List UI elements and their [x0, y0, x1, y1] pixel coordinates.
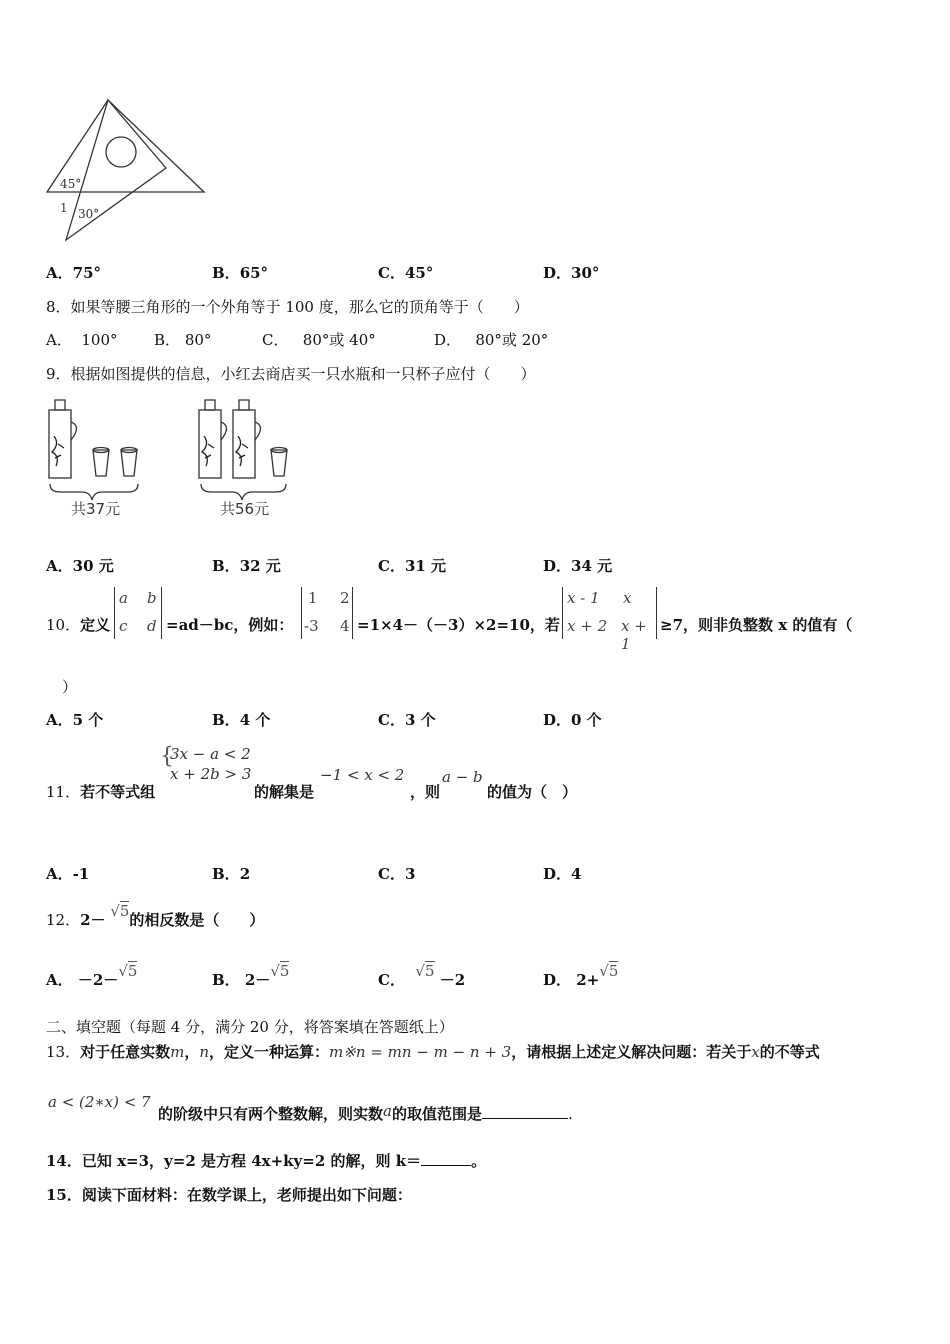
q9-option-a[interactable]: A．30 元	[46, 557, 114, 575]
system-line2: x + 2b > 3	[170, 765, 252, 783]
right-total-label: 共56元	[220, 500, 270, 518]
q12-option-d[interactable]: D． 2+√5	[543, 962, 619, 989]
q10-option-d[interactable]: D．0 个	[543, 711, 602, 729]
q9-option-d[interactable]: D．34 元	[543, 557, 613, 575]
q7-option-c[interactable]: C．45°	[378, 264, 434, 282]
left-group	[49, 400, 138, 500]
q14-answer-blank[interactable]	[421, 1165, 471, 1166]
q8-option-a[interactable]: A． 100°	[46, 331, 118, 349]
q12-root: 5	[119, 902, 130, 920]
bottle-body	[49, 410, 71, 478]
q8-stem: 8．如果等腰三角形的一个外角等于 100 度，那么它的顶角等于（ ）	[46, 298, 529, 316]
q10-number: 10．定义	[46, 616, 111, 634]
triangle-figure	[42, 96, 212, 246]
q11-number: 11．若不等式组	[46, 783, 156, 801]
q11-option-d[interactable]: D．4	[543, 865, 582, 883]
bottles-figure	[44, 396, 304, 531]
q12-option-b[interactable]: B． 2－√5	[212, 962, 290, 989]
q12-option-c[interactable]: C． √5 －2	[378, 962, 466, 989]
angle-45-label: 45°	[60, 177, 82, 191]
q13-inequality: a < (2∗x) < 7	[48, 1093, 151, 1111]
example-matrix: 1 2 -3 4	[301, 587, 353, 639]
q9-option-b[interactable]: B．32 元	[212, 557, 281, 575]
q11-option-c[interactable]: C．3	[378, 865, 416, 883]
q12-stem: 12．2－ √5的相反数是（ ）	[46, 902, 265, 929]
angle-1-label: 1	[60, 201, 68, 215]
def-matrix: a b c d	[114, 587, 162, 639]
q8-option-b[interactable]: B． 80°	[154, 331, 212, 349]
q11-solution: −1 < x < 2	[320, 766, 405, 784]
cup	[93, 450, 109, 476]
q11-tail: 的值为（ ）	[487, 783, 578, 801]
q10-example-result: =1×4－（－3）×2=10，若	[357, 616, 560, 634]
q8-option-c[interactable]: C． 80°或 40°	[262, 331, 376, 349]
q9-stem: 9．根据如图提供的信息，小红去商店买一只水瓶和一只杯子应付（ ）	[46, 365, 536, 383]
system-line1: 3x − a < 2	[170, 745, 251, 763]
q13-line2: 的阶级中只有两个整数解，则实数a的取值范围是 .	[158, 1102, 573, 1123]
section-2-heading: 二、填空题（每题 4 分，满分 20 分，将答案填在答题纸上）	[46, 1018, 454, 1036]
q7-option-d[interactable]: D．30°	[543, 264, 600, 282]
angle-30-label: 30°	[78, 207, 100, 221]
q11-mid: 的解集是	[254, 783, 315, 801]
system-brace: {	[160, 744, 174, 769]
q11-option-b[interactable]: B．2	[212, 865, 251, 883]
q7-option-b[interactable]: B．65°	[212, 264, 269, 282]
q13-line1: 13．对于任意实数m，n，定义一种运算：m※n = mn − m − n + 3，请根据上述定义解决问题：若关于x的不等式	[46, 1043, 820, 1061]
q7-option-a[interactable]: A．75°	[46, 264, 102, 282]
q11-expr: a − b	[442, 768, 483, 786]
q10-cond-tail: ≥7，则非负整数 x 的值有（	[660, 616, 853, 634]
cond-matrix: x - 1 x x + 2 x + 1	[562, 587, 657, 639]
q10-option-c[interactable]: C．3 个	[378, 711, 436, 729]
right-group	[199, 400, 287, 500]
q10-option-b[interactable]: B．4 个	[212, 711, 271, 729]
q13-answer-blank[interactable]	[482, 1118, 568, 1119]
q10-option-a[interactable]: A．5 个	[46, 711, 104, 729]
q9-option-c[interactable]: C．31 元	[378, 557, 447, 575]
bottle-cap	[55, 400, 65, 410]
q14: 14．已知 x=3，y=2 是方程 4x+ky=2 的解，则 k＝ 。	[46, 1152, 487, 1170]
left-total-label: 共37元	[71, 500, 121, 518]
q11-option-a[interactable]: A．-1	[46, 865, 90, 883]
cup	[121, 450, 137, 476]
q8-option-d[interactable]: D． 80°或 20°	[434, 331, 549, 349]
circle-shape	[106, 137, 136, 167]
q10-def-result: =ad－bc，例如：	[166, 616, 294, 634]
q12-option-a[interactable]: A． －2－√5	[46, 962, 138, 989]
q15: 15．阅读下面材料：在数学课上，老师提出如下问题：	[46, 1186, 412, 1204]
q10-close: ）	[62, 678, 78, 696]
q11-then: ，则	[410, 783, 441, 801]
